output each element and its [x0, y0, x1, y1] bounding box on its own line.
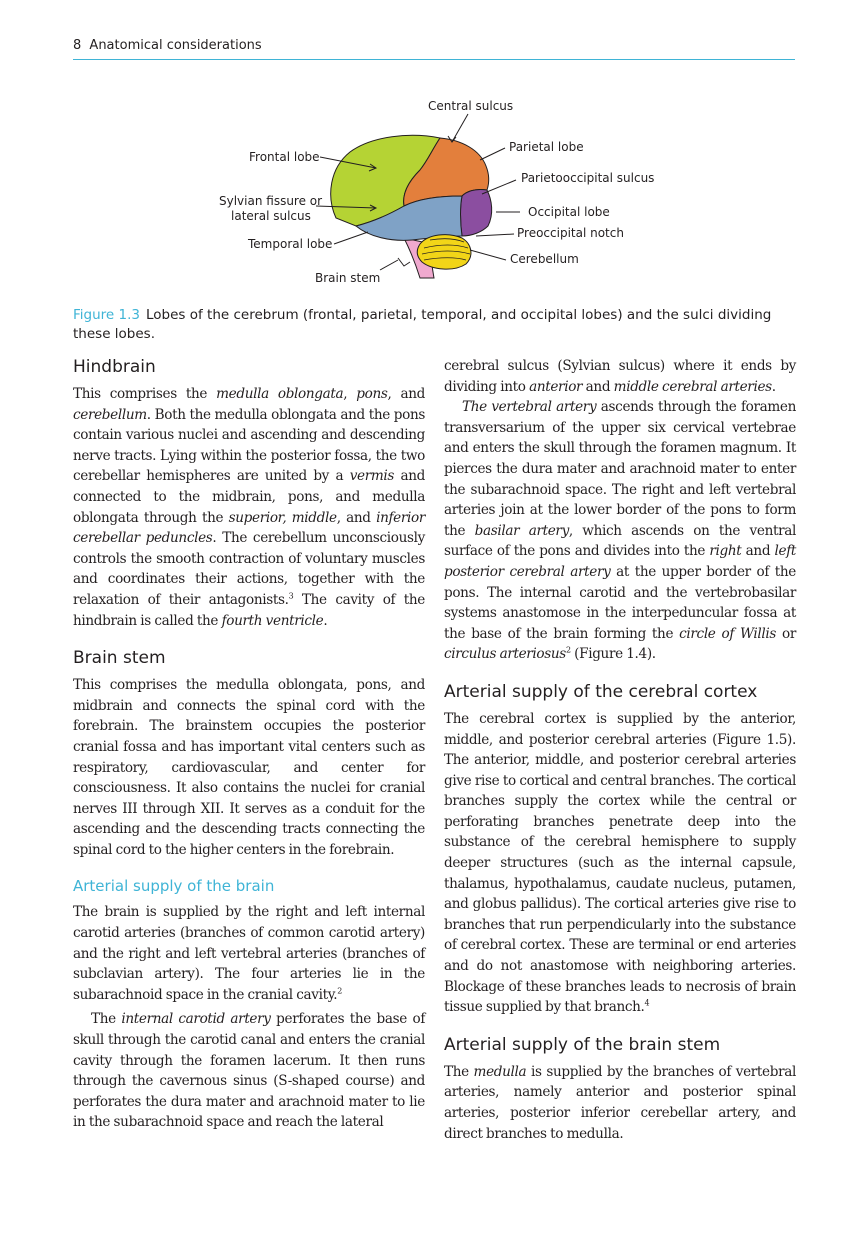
paragraph-arterial-supply: The brain is supplied by the right and left internal carotid arteries (branches of common carotid artery) and the right and left vertebral arteries (branches of subclavian artery). The four arteries lie in the subarachnoid space in the cranial cavity.$^2$ — [73, 904, 425, 1003]
page-number: 8 — [73, 38, 82, 53]
running-head — [73, 38, 795, 60]
label-cerebellum: Cerebellum — [510, 252, 579, 266]
brain-lobes-figure — [0, 80, 867, 295]
label-preoccipital-notch: Preoccipital notch — [517, 226, 624, 240]
label-sylvian-fissure-line1: Sylvian fissure or — [219, 194, 323, 208]
caption-text: Lobes of the cerebrum (frontal, parietal, temporal, and occipital lobes) and the sulci dividing these lobes. — [73, 307, 772, 342]
subsection-heading-arterial-supply: Arterial supply of the brain — [73, 877, 275, 896]
figure-number: Figure 1.3 — [73, 307, 140, 323]
label-frontal-lobe: Frontal lobe — [249, 150, 320, 164]
label-occipital-lobe: Occipital lobe — [528, 205, 610, 219]
paragraph-vertebral-artery: The vertebral artery ascends through the foramen transversarium of the upper six cervical vertebrae and enters the skull through the foramen magnum. It pierces the dura mater and arachnoid mater to enter the subarachnoid space. The right and left vertebral arteries join at the lower border of the pons to form the basilar artery, which ascends on the ventral surface of the pons and divides into the right and left posterior cerebral artery at the upper border of the pons. The internal carotid and the vertebrobasilar systems anastomose in the interpeduncular fossa at the base of the brain forming the circle of Willis or circulus arteriosus$^2$ (Figure 1.4). — [444, 399, 796, 663]
label-central-sulcus: Central sulcus — [428, 99, 514, 113]
label-brain-stem: Brain stem — [315, 271, 381, 285]
section-heading-brain-stem: Brain stem — [73, 648, 166, 669]
paragraph-brain-stem: This comprises the medulla oblongata, pons, and midbrain and connects the spinal cord with the forebrain. The brainstem occupies the posterior cranial fossa and has important vital centers such as respiratory, cardiovascular, and center for consciousness. It also contains the nuclei for cranial nerves III through XII. It serves as a conduit for the ascending and the descending tracts connecting the spinal cord to the higher centers in the forebrain. — [73, 677, 425, 858]
paragraph-hindbrain: This comprises the medulla oblongata, pons, and cerebellum. Both the medulla oblongata and the pons contain various nuclei and ascending and descending nerve tracts. Lying within the posterior fossa, the two cerebellar hemispheres are united by a vermis and connected to the midbrain, pons, and medulla oblongata through the superior, middle, and inferior cerebellar peduncles. The cerebellum unconsciously controls the smooth contraction of voluntary muscles and coordinates their actions, together with the relaxation of their antagonists.$^3$ The cavity of the hindbrain is called the fourth ventricle. — [73, 386, 426, 629]
running-title: Anatomical considerations — [89, 38, 262, 53]
section-heading-cerebral-cortex: Arterial supply of the cerebral cortex — [444, 681, 758, 702]
figure-caption — [73, 306, 795, 344]
label-parietal-lobe: Parietal lobe — [509, 140, 584, 154]
label-parietooccipital-sulcus: Parietooccipital sulcus — [521, 171, 655, 185]
paragraph-continued: cerebral sulcus (Sylvian sulcus) where it ends by dividing into anterior and middle cerebral arteries. — [444, 358, 796, 395]
paragraph-cerebral-cortex: The cerebral cortex is supplied by the anterior, middle, and posterior cerebral arteries (Figure 1.5). The anterior, middle, and posterior cerebral arteries give rise to cortical and central branches. The cortical branches supply the cortex while the central or perforating branches penetrate deep into the substance of the cerebral hemisphere to supply deeper structures (such as the internal capsule, thalamus, hypothalamus, caudate nucleus, putamen, and globus pallidus). The cortical arteries give rise to branches that run perpendicularly into the substance of cerebral cortex. These are terminal or end arteries and do not anastomose with neighboring arteries. Blockage of these branches leads to necrosis of brain tissue supplied by that branch.$^4$ — [444, 710, 796, 1016]
right-column — [444, 356, 796, 1144]
occipital-lobe-shape — [461, 189, 492, 236]
section-heading-brain-stem-supply: Arterial supply of the brain stem — [444, 1034, 721, 1055]
section-heading-hindbrain: Hindbrain — [73, 357, 156, 377]
label-temporal-lobe: Temporal lobe — [248, 237, 333, 251]
cerebellum-shape — [417, 235, 471, 269]
paragraph-brain-stem-supply: The medulla is supplied by the branches of vertebral arteries, namely anterior and posterior spinal arteries, posterior inferior cerebellar artery, and direct branches to medulla. — [444, 1063, 796, 1142]
label-sylvian-fissure-line2: lateral sulcus — [231, 209, 311, 223]
left-column — [73, 356, 425, 1133]
paragraph-internal-carotid: The internal carotid artery perforates the base of skull through the carotid canal and enters the cranial cavity through the foramen lacerum. It then runs through the cavernous sinus (S-shaped course) and perforates the dura mater and arachnoid mater to lie in the subarachnoid space and reach the lateral — [73, 1011, 425, 1131]
